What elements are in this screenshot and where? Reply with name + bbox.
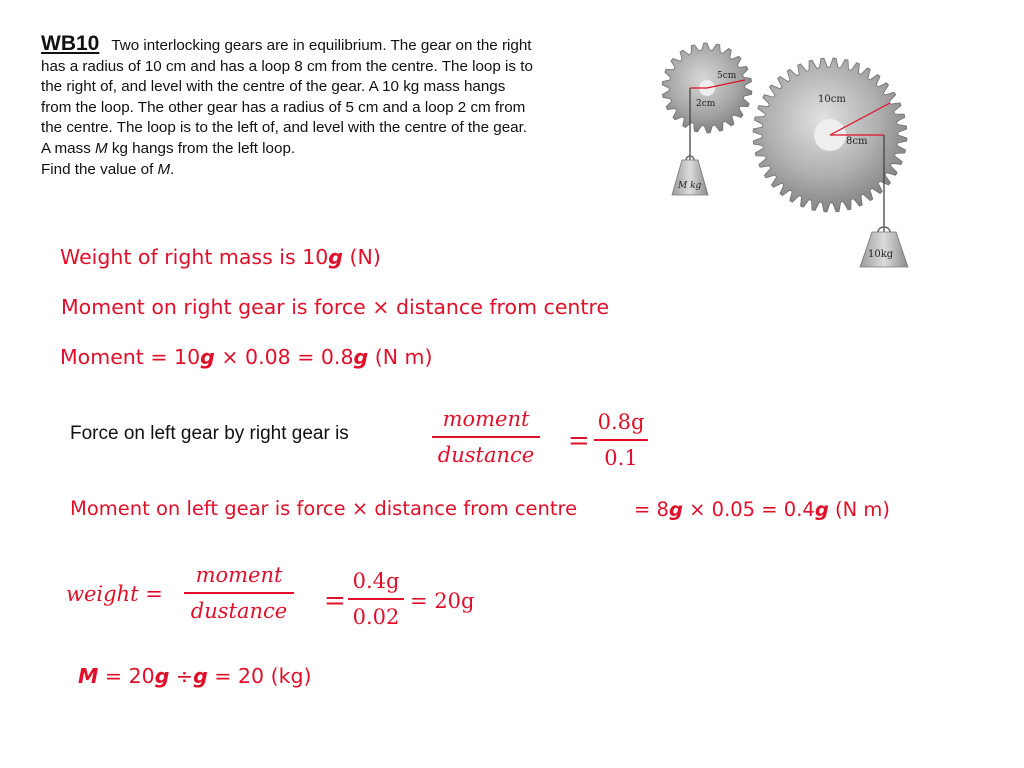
final-answer: M = 20g ÷g = 20 (kg) [78,664,312,688]
problem-line: kg hangs from the left loop. [107,139,296,157]
problem-line: A mass [41,139,96,157]
weight-result: = 20g [410,589,475,613]
right-loop-label: 8cm [846,136,868,147]
left-loop-label: 2cm [696,99,716,109]
fraction-numerator: 0.4g [352,569,400,593]
fraction-numerator: moment [195,563,283,587]
step-moment-left-rule: Moment on left gear is force × distance from centre [70,497,578,520]
right-mass-label: 10kg [868,249,894,260]
problem-line: . [170,160,175,178]
step-moment-right-rule: Moment on right gear is force × distance from centre [61,295,610,319]
fraction-numerator: 0.8g [597,410,645,434]
equals-sign: = [568,426,590,456]
left-mass-label: M kg [678,181,702,191]
fraction-weight-value [348,567,404,631]
problem-line: has a radius of 10 cm and has a loop 8 cm from the centre. The loop is to [41,57,533,75]
right-radius-label: 10cm [818,94,846,105]
fraction-moment-over-distance [432,405,540,469]
equals-sign: = [324,586,346,616]
problem-line: Two interlocking gears are in equilibrium. The gear on the right [111,37,532,54]
problem-line: the right of, and level with the centre of the gear. A 10 kg mass hangs [41,78,506,96]
problem-line: the centre. The loop is to the left of, and level with the centre of the gear. [41,119,528,137]
variable-m: M [95,139,108,157]
left-mass [672,156,708,195]
fraction-numerator: moment [442,407,530,431]
problem-line: from the loop. The other gear has a radius of 5 cm and a loop 2 cm from [41,98,526,116]
problem-tag: WB10 [41,32,100,55]
fraction-denominator: dustance [437,443,535,467]
problem-statement [41,34,611,180]
fraction-denominator: 0.02 [352,605,400,629]
fraction-force-value [594,408,648,472]
step-moment-right-calc: Moment = 10g × 0.08 = 0.8g (N m) [60,345,433,369]
right-mass [860,227,908,267]
weight-lhs: weight = [66,582,163,606]
fraction-denominator: dustance [190,599,288,623]
step-weight: Weight of right mass is 10g (N) [60,245,381,269]
step-moment-left-calc: = 8g × 0.05 = 0.4g (N m) [634,498,890,521]
variable-m: M [157,160,171,178]
fraction-weight [184,561,294,625]
fraction-denominator: 0.1 [604,446,638,470]
left-radius-label: 5cm [717,71,737,81]
step-force-label: Force on left gear by right gear is [70,423,349,444]
problem-line: Find the value of [41,160,158,178]
gears-diagram [660,40,920,280]
